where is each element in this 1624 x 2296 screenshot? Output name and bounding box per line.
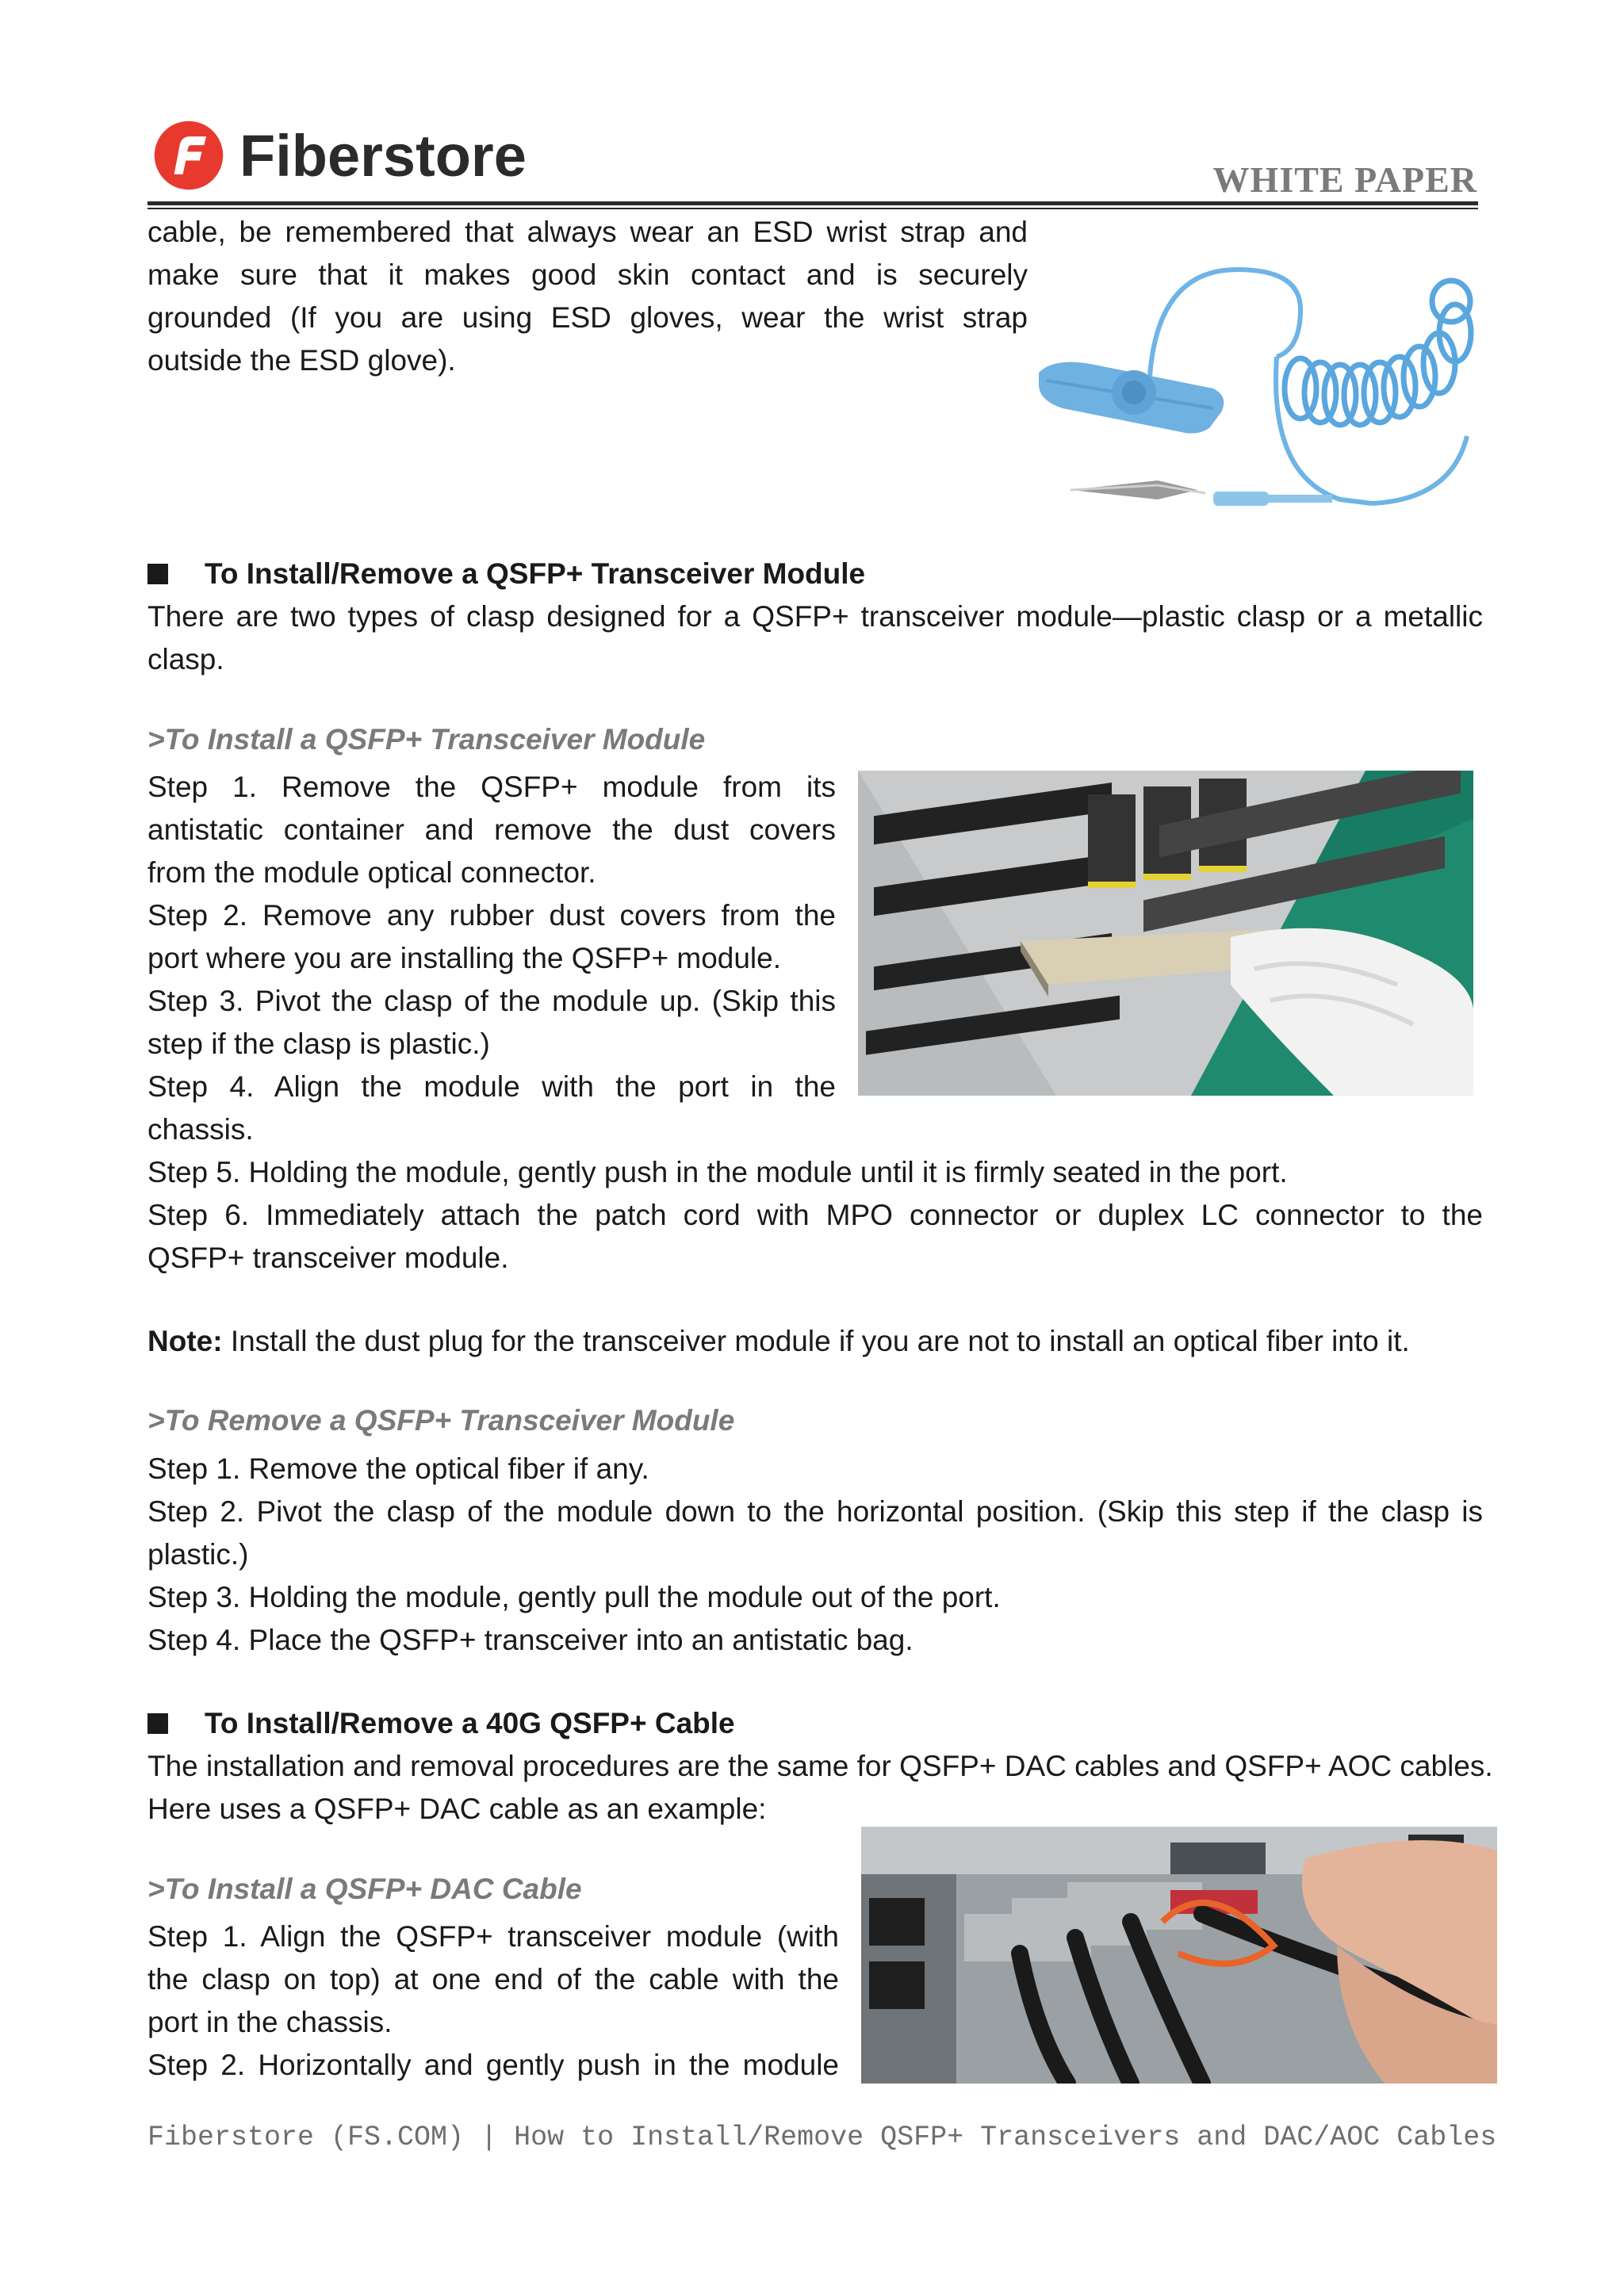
text-line: Step 2. Pivot the clasp of the module down to the horizontal position. (Skip this step if the clasp is xyxy=(147,1495,1483,1528)
page-footer: Fiberstore (FS.COM) | How to Install/Remove QSFP+ Transceivers and DAC/AOC Cables xyxy=(147,2122,1497,2153)
text-line: cable, be remembered that always wear an ESD wrist strap and xyxy=(147,216,1028,248)
install-module-steps-cont xyxy=(147,1151,1483,1280)
text-line: clasp. xyxy=(147,643,224,675)
note-label: Note: xyxy=(147,1325,223,1357)
section1-intro xyxy=(147,595,1483,681)
brand-name: Fiberstore xyxy=(239,122,527,189)
esd-wrist-strap-image xyxy=(1039,238,1491,531)
text-line: Step 6. Immediately attach the patch cord with MPO connector or duplex LC connector to the xyxy=(147,1199,1483,1231)
qsfp-module-insertion-photo xyxy=(858,771,1473,1096)
text-line: antistatic container and remove the dust covers xyxy=(147,813,836,846)
text-line: There are two types of clasp designed for a QSFP+ transceiver module—plastic clasp or a metallic xyxy=(147,600,1483,633)
section-heading-text: To Install/Remove a QSFP+ Transceiver Module xyxy=(205,557,866,590)
text-line: Step 4. Align the module with the port in the xyxy=(147,1070,836,1103)
note xyxy=(147,1320,1410,1363)
text-line: Step 2. Remove any rubber dust covers from the xyxy=(147,899,836,932)
intro-paragraph xyxy=(147,211,1028,382)
text-line: step if the clasp is plastic.) xyxy=(147,1027,490,1060)
text-line: plastic.) xyxy=(147,1538,249,1571)
text-line: Step 4. Place the QSFP+ transceiver into an antistatic bag. xyxy=(147,1624,914,1656)
text-line: Step 3. Pivot the clasp of the module up. (Skip this xyxy=(147,985,836,1017)
text-line: Step 5. Holding the module, gently push in the module until it is firmly seated in the port. xyxy=(147,1156,1288,1188)
install-module-title: >To Install a QSFP+ Transceiver Module xyxy=(147,723,706,756)
install-module-steps xyxy=(147,766,836,1151)
header-rule-thin xyxy=(147,208,1478,209)
text-line: QSFP+ transceiver module. xyxy=(147,1242,509,1274)
text-line: Step 1. Align the QSFP+ transceiver module (with xyxy=(147,1920,839,1953)
bullet-square-icon xyxy=(147,1713,168,1734)
text-line: Step 2. Horizontally and gently push in the module xyxy=(147,2049,839,2081)
text-line: grounded (If you are using ESD gloves, wear the wrist strap xyxy=(147,301,1028,334)
header-rule xyxy=(147,201,1478,205)
section-heading xyxy=(147,1702,735,1745)
remove-module-title: >To Remove a QSFP+ Transceiver Module xyxy=(147,1404,735,1437)
text-line: port in the chassis. xyxy=(147,2006,393,2038)
bullet-square-icon xyxy=(147,564,168,584)
text-line: Step 1. Remove the QSFP+ module from its xyxy=(147,771,836,803)
text-line: port where you are installing the QSFP+ module. xyxy=(147,942,782,974)
install-dac-title: >To Install a QSFP+ DAC Cable xyxy=(147,1873,582,1905)
text-line: Here uses a QSFP+ DAC cable as an example: xyxy=(147,1793,767,1825)
section2-intro xyxy=(147,1745,1493,1831)
section-heading-text: To Install/Remove a 40G QSFP+ Cable xyxy=(205,1707,735,1739)
text-line: chassis. xyxy=(147,1113,254,1146)
text-line: Step 3. Holding the module, gently pull the module out of the port. xyxy=(147,1581,1001,1613)
install-dac-steps xyxy=(147,1915,839,2087)
text-line: make sure that it makes good skin contact and is securely xyxy=(147,258,1028,291)
text-line: outside the ESD glove). xyxy=(147,344,456,377)
text-line: Step 1. Remove the optical fiber if any. xyxy=(147,1452,649,1485)
remove-module-steps xyxy=(147,1448,1483,1662)
text-line: the clasp on top) at one end of the cable with the xyxy=(147,1963,839,1996)
white-paper-label: WHITE PAPER xyxy=(1212,159,1477,200)
section-heading xyxy=(147,553,865,595)
text-line: The installation and removal procedures are the same for QSFP+ DAC cables and QSFP+ AOC cables. xyxy=(147,1750,1493,1782)
brand-logo xyxy=(152,116,527,195)
fiberstore-logo-icon xyxy=(152,119,225,192)
dac-cable-insertion-photo xyxy=(861,1827,1497,2084)
text-line: from the module optical connector. xyxy=(147,856,596,889)
note-text: Install the dust plug for the transceiver module if you are not to install an optical fiber into it. xyxy=(222,1325,1410,1357)
